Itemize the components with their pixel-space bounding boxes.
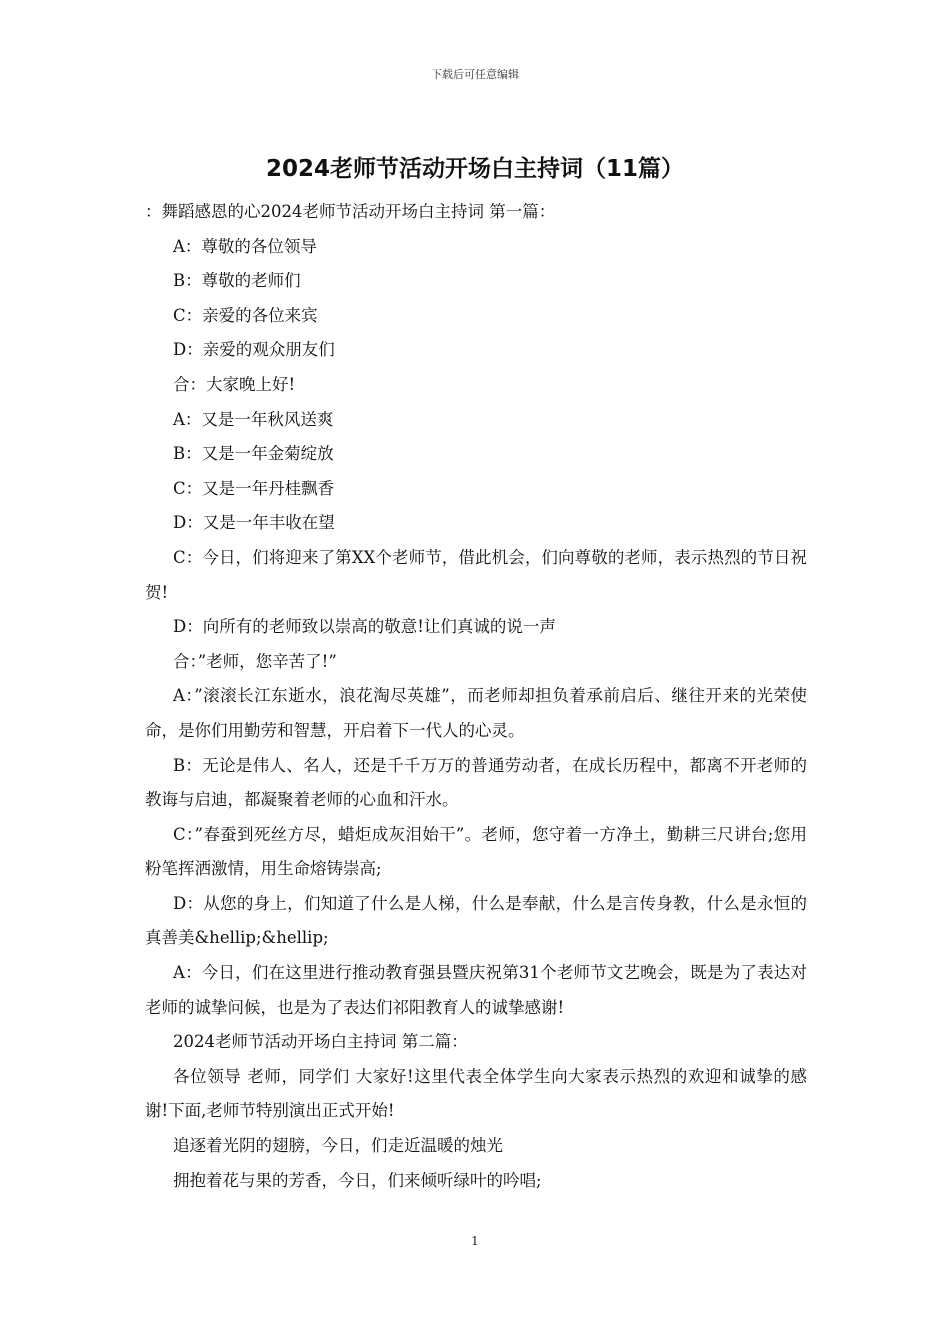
paragraph: B：又是一年金菊绽放 (173, 444, 334, 464)
paragraph: D：亲爱的观众朋友们 (173, 340, 335, 360)
paragraph: D：又是一年丰收在望 (173, 513, 335, 533)
page-header: 下载后可任意编辑 (431, 68, 519, 81)
paragraph: C：又是一年丹桂飘香 (173, 478, 335, 498)
paragraph: D：从您的身上，们知道了什么是人梯，什么是奉献，什么是言传身教，什么是永恒的真善美&hellip;&hellip; (145, 893, 807, 948)
paragraph: B：尊敬的老师们 (173, 271, 301, 291)
paragraph: 追逐着光阴的翅膀，今日，们走近温暖的烛光 (173, 1136, 503, 1156)
paragraph: A：尊敬的各位领导 (173, 236, 317, 256)
paragraph: D：向所有的老师致以崇高的敬意!让们真诚的说一声 (173, 617, 556, 637)
paragraph: C：”春蚕到死丝方尽，蜡炬成灰泪始干”。老师，您守着一方净土，勤耕三尺讲台;您用粉笔挥洒激情，用生命熔铸崇高; (145, 824, 807, 879)
paragraph: A：今日，们在这里进行推动教育强县暨庆祝第31个老师节文艺晚会，既是为了表达对老师的诚挚问候，也是为了表达们祁阳教育人的诚挚感谢! (145, 963, 807, 1017)
paragraph: 合：”老师，您辛苦了!” (173, 651, 337, 671)
paragraph: B：无论是伟人、名人，还是千千万万的普通劳动者，在成长历程中，都离不开老师的教诲与启迪，都凝聚着老师的心血和汗水。 (145, 755, 807, 810)
paragraph: C：今日，们将迎来了第XX个老师节，借此机会，们向尊敬的老师，表示热烈的节日祝贺! (145, 547, 807, 602)
paragraph: 合：大家晚上好! (173, 374, 296, 394)
paragraph: 各位领导 老师，同学们 大家好!这里代表全体学生向大家表示热烈的欢迎和诚挚的感谢!下面,老师节特别演出正式开始! (145, 1066, 807, 1121)
page-number: 1 (471, 1234, 479, 1248)
paragraph: 2024老师节活动开场白主持词 第二篇： (173, 1032, 468, 1052)
paragraph: C：亲爱的各位来宾 (173, 305, 318, 325)
paragraph: 拥抱着花与果的芳香，今日，们来倾听绿叶的吟唱; (173, 1170, 542, 1190)
document-body (145, 195, 807, 1198)
paragraph: A：又是一年秋风送爽 (173, 409, 334, 429)
paragraph: A：”滚滚长江东逝水，浪花淘尽英雄”，而老师却担负着承前启后、继往开来的光荣使命，是你们用勤劳和智慧，开启着下一代人的心灵。 (145, 686, 807, 740)
document-title: 2024老师节活动开场白主持词（11篇） (265, 156, 685, 182)
paragraph: ：舞蹈感恩的心2024老师节活动开场白主持词 第一篇： (145, 202, 556, 221)
